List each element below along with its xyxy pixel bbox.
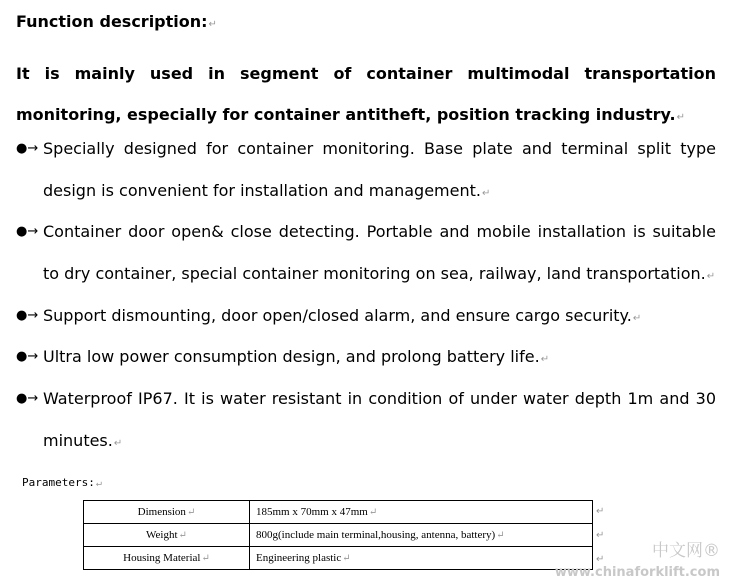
param-name-cell xyxy=(84,524,250,547)
feature-text-block xyxy=(43,336,716,381)
feature-text: Specially designed for container monitoring. Base plate and terminal split type design is convenient for installation and management. xyxy=(43,139,716,200)
cell-mark: ↵ xyxy=(178,530,187,541)
feature-text: Support dismounting, door open/closed alarm, and ensure cargo security. xyxy=(43,306,632,325)
cell-mark: ↵ xyxy=(186,507,196,518)
watermark-site-name: 中文网® xyxy=(652,541,720,561)
feature-item xyxy=(16,295,716,340)
bullet-icon: ●→ xyxy=(16,391,39,406)
feature-item xyxy=(16,378,716,464)
parameters-label-text: Parameters: xyxy=(22,476,95,489)
intro-text: It is mainly used in segment of container multimodal transportation monitoring, especially for container antitheft, position tracking industry. xyxy=(16,64,716,124)
param-name: Housing Material xyxy=(123,552,201,564)
paragraph-mark: ↵ xyxy=(540,354,550,365)
watermark xyxy=(555,536,720,580)
param-name: Weight xyxy=(146,529,178,541)
table-row xyxy=(84,547,593,570)
param-value-cell xyxy=(250,501,593,524)
cell-mark: ↵ xyxy=(496,530,505,541)
feature-text: Ultra low power consumption design, and prolong battery life. xyxy=(43,347,540,366)
section-heading-text: Function description: xyxy=(16,12,208,31)
feature-text-block xyxy=(43,378,716,464)
param-value: 185mm x 70mm x 47mm xyxy=(256,506,368,518)
param-name-cell xyxy=(84,547,250,570)
bullet-icon: ●→ xyxy=(16,349,39,364)
paragraph-mark: ↵ xyxy=(113,437,123,449)
parameters-table xyxy=(83,500,593,570)
feature-text-block xyxy=(43,295,716,340)
feature-text-block xyxy=(43,211,716,297)
row-end-mark: ↵ xyxy=(596,554,605,565)
bullet-icon: ●→ xyxy=(16,141,39,156)
feature-text: Waterproof IP67. It is water resistant in condition of under water depth 1m and 30 minutes. xyxy=(43,389,716,450)
bullet-icon: ●→ xyxy=(16,224,39,239)
paragraph-mark: ↵ xyxy=(632,313,642,324)
paragraph-mark: ↵ xyxy=(706,270,716,282)
feature-text-block xyxy=(43,128,716,214)
paragraph-mark: ↵ xyxy=(676,112,685,123)
param-name: Dimension xyxy=(137,506,186,518)
cell-mark: ↵ xyxy=(342,553,351,564)
paragraph-mark: ↵ xyxy=(208,19,217,30)
row-end-mark: ↵ xyxy=(596,530,605,541)
cell-mark: ↵ xyxy=(368,507,378,518)
feature-item xyxy=(16,128,716,214)
bullet-icon: ●→ xyxy=(16,308,39,323)
param-name-cell xyxy=(84,501,250,524)
intro-paragraph xyxy=(16,53,716,138)
param-value: Engineering plastic xyxy=(256,552,342,564)
feature-text: Container door open& close detecting. Portable and mobile installation is suitable to dry container, special container monitoring on sea, railway, land transportation. xyxy=(43,222,716,283)
param-value-cell xyxy=(250,547,593,570)
feature-item xyxy=(16,336,716,381)
table-row xyxy=(84,524,593,547)
table-row xyxy=(84,501,593,524)
cell-mark: ↵ xyxy=(201,553,210,564)
row-end-mark: ↵ xyxy=(596,506,605,517)
param-value-cell xyxy=(250,524,593,547)
paragraph-mark: ↵ xyxy=(95,478,102,489)
parameters-label xyxy=(22,476,102,489)
param-value: 800g(include main terminal,housing, antenna, battery) xyxy=(256,529,496,541)
watermark-url: www.chinaforklift.com xyxy=(554,565,720,580)
section-heading xyxy=(16,12,217,31)
feature-item xyxy=(16,211,716,297)
paragraph-mark: ↵ xyxy=(481,187,491,199)
